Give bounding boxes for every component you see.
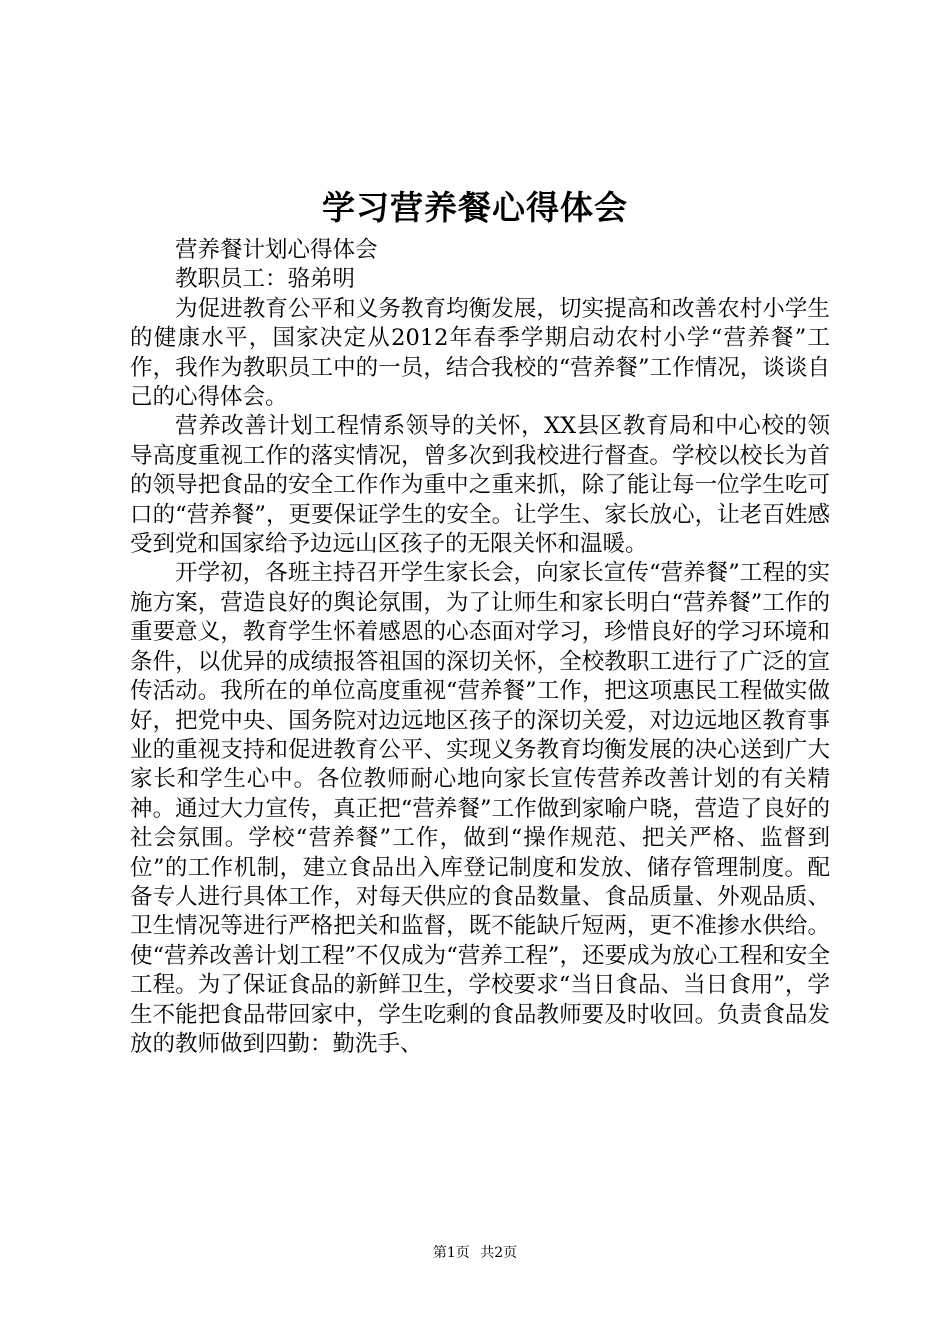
body-paragraph: 为促进教育公平和义务教育均衡发展，切实提高和改善农村小学生的健康水平，国家决定从2012年春季学期启动农村小学“营养餐”工作，我作为教职员工中的一员，结合我校的“营养餐”工作情况，谈谈自己的心得体会。 — [130, 295, 830, 411]
author-line: 教职员工：骆弟明 — [175, 266, 356, 293]
page-number-footer: 第1页 共2页 — [432, 1245, 518, 1261]
document-body — [130, 236, 830, 1059]
subtitle-line: 营养餐计划心得体会 — [175, 237, 378, 263]
document-title: 学习营养餐心得体会 — [322, 188, 628, 227]
body-paragraph: 营养改善计划工程情系领导的关怀，XX县区教育局和中心校的领导高度重视工作的落实情况，曾多次到我校进行督查。学校以校长为首的领导把食品的安全工作作为重中之重来抓，除了能让每一位学生吃可口的“营养餐”，更要保证学生的安全。让学生、家长放心，让老百姓感受到党和国家给予边远山区孩子的无限关怀和温暖。 — [130, 413, 830, 558]
body-paragraph: 开学初，各班主持召开学生家长会，向家长宣传“营养餐”工程的实施方案，营造良好的舆论氛围，为了让师生和家长明白“营养餐”工作的重要意义，教育学生怀着感恩的心态面对学习，珍惜良好的学习环境和条件，以优异的成绩报答祖国的深切关怀，全校教职工进行了广泛的宣传活动。我所在的单位高度重视“营养餐”工作，把这项惠民工程做实做好，把党中央、国务院对边远地区孩子的深切关爱，对边远地区教育事业的重视支持和促进教育公平、实现义务教育均衡发展的决心送到广大家长和学生心中。各位教师耐心地向家长宣传营养改善计划的有关精神。通过大力宣传，真正把“营养餐”工作做到家喻户晓，营造了良好的社会氛围。学校“营养餐”工作，做到“操作规范、把关严格、监督到位”的工作机制，建立食品出入库登记制度和发放、储存管理制度。配备专人进行具体工作，对每天供应的食品数量、食品质量、外观品质、卫生情况等进行严格把关和监督，既不能缺斤短两，更不准掺水供给。使“营养改善计划工程”不仅成为“营养工程”，还要成为放心工程和安全工程。为了保证食品的新鲜卫生，学校要求“当日食品、当日食用”，学生不能把食品带回家中，学生吃剩的食品教师要及时收回。负责食品发放的教师做到四勤：勤洗手、 — [130, 560, 830, 1057]
